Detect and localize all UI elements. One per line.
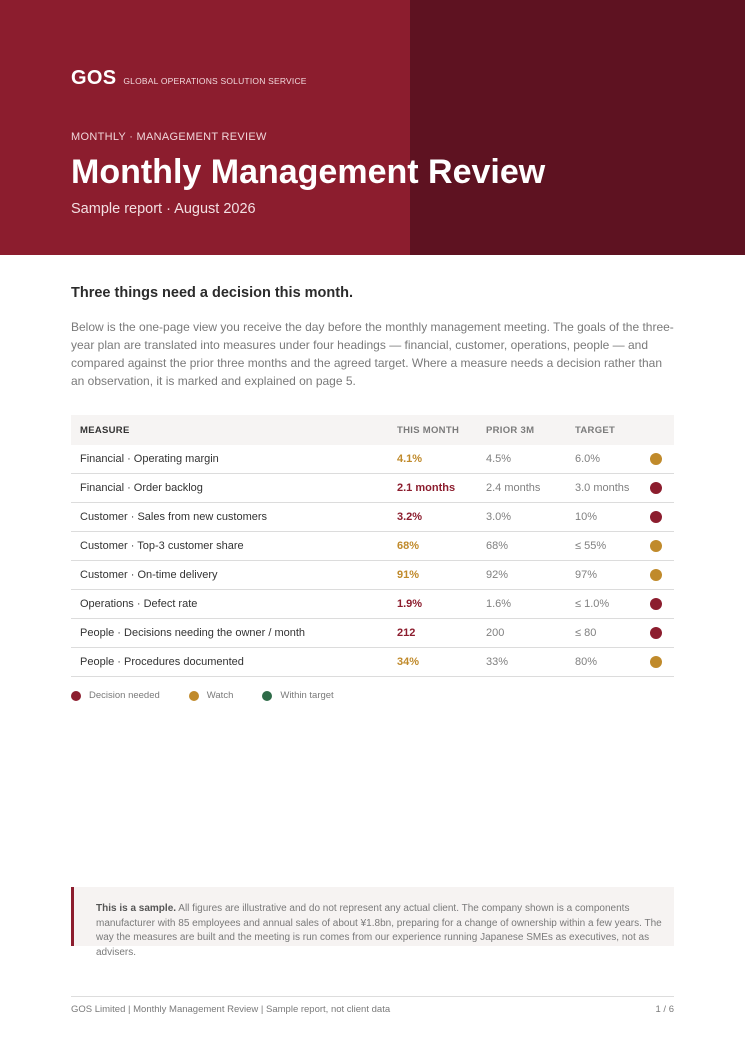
measure-cell: Financial · Order backlog [80,482,203,494]
page-subtitle: Sample report · August 2026 [71,201,256,217]
target-cell: 80% [575,656,598,668]
status-dot-icon [650,511,662,523]
this-month-cell: 68% [397,540,420,552]
table-row [71,503,674,532]
intro-paragraph: Below is the one-page view you receive the day before the monthly management meeting. The goals of the three-year plan are translated into measures under four headings — financial, customer, operations, people — and compared against the prior three months and the agreed target. Where a measure needs a decision rather than an observation, it is marked and explained on page 5. [71,320,674,388]
measure-cell: People · Procedures documented [80,656,244,668]
status-cell [638,598,674,610]
table-row [71,445,674,474]
brand-logo: GOS [71,67,117,89]
header-this-month: THIS MONTH [397,424,460,436]
target-cell: ≤ 80 [575,627,597,639]
status-cell [638,482,674,494]
footer-text: GOS Limited | Monthly Management Review | Sample report, not client data [71,1004,391,1015]
prior-cell: 68% [486,540,509,552]
measure-cell: Customer · Sales from new customers [80,511,268,523]
this-month-cell: 4.1% [397,453,423,465]
page-number: 1 / 6 [655,1004,674,1015]
sample-disclaimer [71,887,674,958]
prior-cell: 200 [486,627,505,639]
this-month-cell: 1.9% [397,598,423,610]
measure-cell: People · Decisions needing the owner / month [80,627,306,639]
header-target: TARGET [575,424,616,436]
target-cell: ≤ 1.0% [575,598,610,610]
status-dot-icon [650,569,662,581]
status-dot-icon [650,482,662,494]
prior-cell: 3.0% [486,511,512,523]
table-row [71,590,674,619]
status-dot-icon [650,656,662,668]
hero-accent-panel [410,0,745,255]
legend-label: Watch [206,690,234,701]
status-cell [638,453,674,465]
measure-cell: Operations · Defect rate [80,598,198,610]
status-cell [638,511,674,523]
table-body [71,445,674,677]
disclaimer-lead: This is a sample. [96,903,177,914]
status-cell [638,540,674,552]
legend-item-watch [189,690,234,701]
target-cell: 97% [575,569,598,581]
status-dot-icon [650,627,662,639]
status-legend [71,690,363,701]
brand-tagline: GLOBAL OPERATIONS SOLUTION SERVICE [123,76,307,86]
status-cell [638,627,674,639]
prior-cell: 33% [486,656,509,668]
target-cell: 6.0% [575,453,601,465]
this-month-cell: 91% [397,569,420,581]
watch-dot-icon [189,691,199,701]
legend-label: Within target [280,690,334,701]
prior-cell: 4.5% [486,453,512,465]
within-dot-icon [262,691,272,701]
this-month-cell: 34% [397,656,420,668]
header-prior: PRIOR 3M [486,424,535,436]
disclaimer-body: All figures are illustrative and do not represent any actual client. The company shown is a components manufacturer with 85 employees and annual sales of about ¥1.8bn, preparing for a change of ownership within a few years. The way the measures are built and the meeting is run comes from our experience running Japanese SMEs as executives, not as advisers. [96,903,662,958]
target-cell: ≤ 55% [575,540,607,552]
prior-cell: 2.4 months [486,482,541,494]
status-cell [638,569,674,581]
table-row [71,474,674,503]
this-month-cell: 2.1 months [397,482,456,494]
legend-label: Decision needed [89,690,160,701]
table-header [71,415,674,445]
table-row [71,619,674,648]
measure-cell: Customer · Top-3 customer share [80,540,244,552]
table-row [71,561,674,590]
this-month-cell: 212 [397,627,416,639]
section-headline: Three things need a decision this month. [71,285,353,301]
status-dot-icon [650,598,662,610]
brand [71,67,307,90]
hero-eyebrow: MONTHLY · MANAGEMENT REVIEW [71,131,267,143]
measures-table [71,415,674,677]
header-measure: MEASURE [80,424,130,436]
legend-item-decision [71,690,160,701]
target-cell: 3.0 months [575,482,630,494]
this-month-cell: 3.2% [397,511,423,523]
page-footer [71,996,674,1015]
status-dot-icon [650,540,662,552]
measure-cell: Customer · On-time delivery [80,569,218,581]
status-cell [638,656,674,668]
status-dot-icon [650,453,662,465]
table-row [71,648,674,677]
table-row [71,532,674,561]
decision-dot-icon [71,691,81,701]
page-title: Monthly Management Review [71,153,546,191]
measure-cell: Financial · Operating margin [80,453,219,465]
target-cell: 10% [575,511,598,523]
hero-banner [0,0,745,255]
legend-item-within [262,690,333,701]
prior-cell: 92% [486,569,509,581]
prior-cell: 1.6% [486,598,512,610]
